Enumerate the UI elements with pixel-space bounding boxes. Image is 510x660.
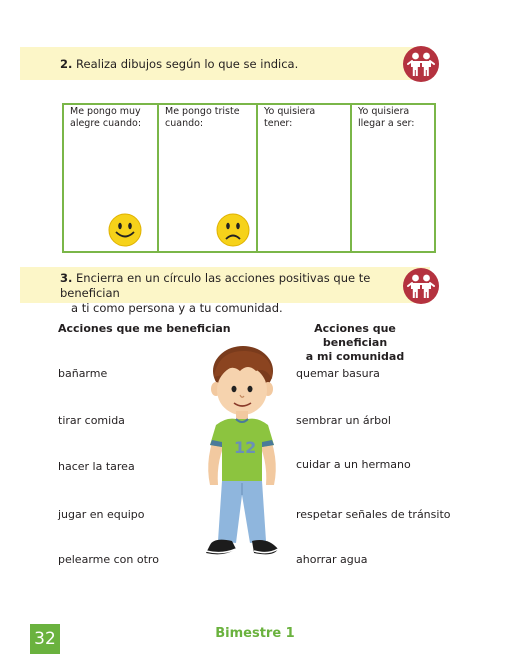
left-action-item[interactable]: jugar en equipo xyxy=(58,508,145,521)
happy-face-icon xyxy=(108,213,142,247)
right-action-item[interactable]: cuidar a un hermano xyxy=(296,458,411,471)
right-column-heading-line2: a mi comunidad xyxy=(305,350,405,363)
exercise-2-banner xyxy=(20,47,430,80)
drawing-table xyxy=(62,103,436,253)
right-column-heading xyxy=(284,322,426,364)
shirt-number: 12 xyxy=(234,438,257,457)
right-action-item[interactable]: quemar basura xyxy=(296,367,380,380)
page-number: 32 xyxy=(30,624,60,654)
exercise-3-text-line1: Encierra en un círculo las acciones positivas que te benefician xyxy=(60,271,371,300)
teamwork-icon xyxy=(403,46,439,82)
table-header-become: Yo quisiera llegar a ser: xyxy=(358,106,415,129)
right-action-item[interactable]: ahorrar agua xyxy=(296,553,368,566)
sad-face-icon xyxy=(216,213,250,247)
exercise-2-text: Realiza dibujos según lo que se indica. xyxy=(72,57,299,71)
exercise-3-banner xyxy=(20,267,430,315)
left-action-item[interactable]: pelearme con otro xyxy=(58,553,159,566)
exercise-3-number: 3. xyxy=(60,271,73,285)
exercise-2-instruction xyxy=(60,57,298,72)
table-cell-sad[interactable] xyxy=(159,105,258,251)
left-action-item[interactable]: tirar comida xyxy=(58,414,125,427)
right-action-item[interactable]: respetar señales de tránsito xyxy=(296,508,451,521)
teamwork-icon xyxy=(403,268,439,304)
left-action-item[interactable]: bañarme xyxy=(58,367,108,380)
table-header-happy: Me pongo muy alegre cuando: xyxy=(70,106,142,129)
table-header-sad: Me pongo triste cuando: xyxy=(165,106,240,129)
table-cell-happy[interactable] xyxy=(64,105,159,251)
right-column-heading-line1: Acciones que benefician xyxy=(314,322,396,349)
boy-illustration xyxy=(196,345,288,570)
exercise-2-number: 2. xyxy=(60,57,73,71)
exercise-3-text-line2: a ti como persona y a tu comunidad. xyxy=(71,301,283,315)
exercise-3-instruction xyxy=(60,271,430,316)
table-header-want: Yo quisiera tener: xyxy=(264,106,316,129)
table-cell-want[interactable] xyxy=(258,105,352,251)
footer-label: Bimestre 1 xyxy=(215,626,295,641)
left-column-heading: Acciones que me benefician xyxy=(58,322,231,335)
right-action-item[interactable]: sembrar un árbol xyxy=(296,414,391,427)
left-action-item[interactable]: hacer la tarea xyxy=(58,460,135,473)
table-cell-become[interactable] xyxy=(352,105,434,251)
